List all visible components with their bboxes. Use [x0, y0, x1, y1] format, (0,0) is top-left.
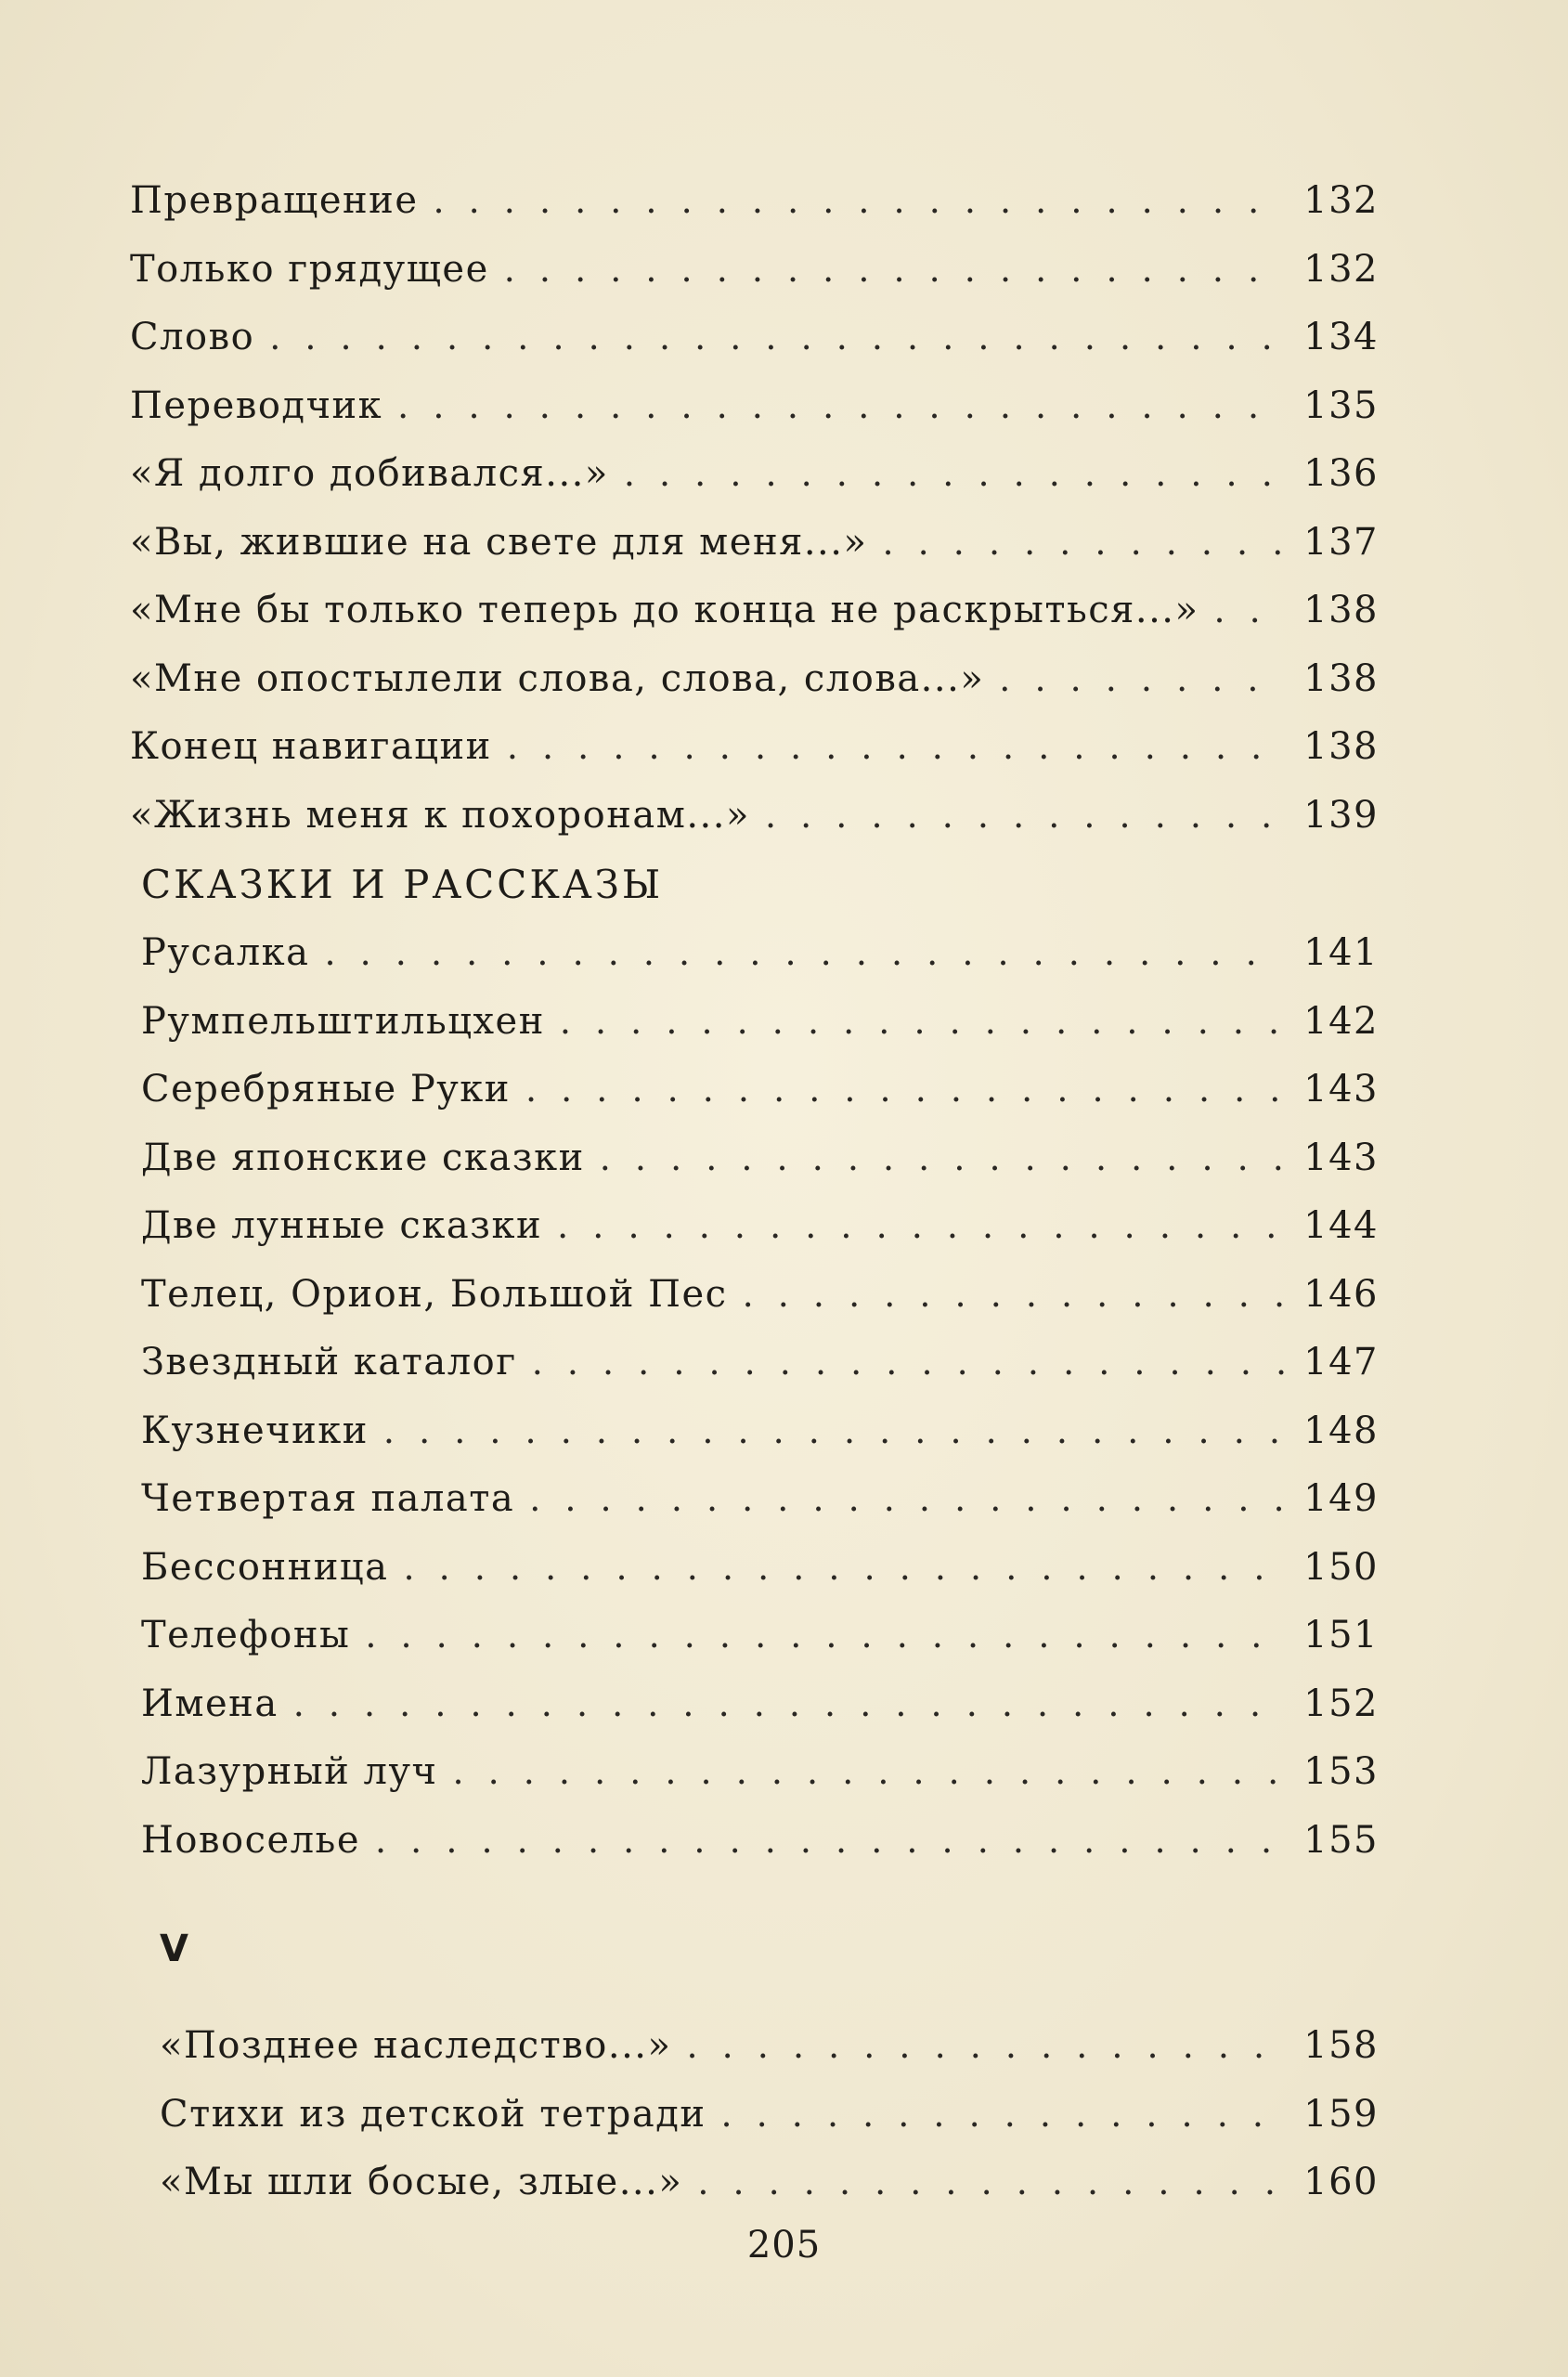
dot-leader — [765, 782, 1284, 851]
toc-entry — [130, 440, 1379, 509]
entry-page: 148 — [1303, 1409, 1379, 1452]
entry-page: 135 — [1303, 383, 1379, 427]
entry-title: Серебряные Руки — [141, 1068, 511, 1111]
dot-leader — [557, 1192, 1284, 1261]
entry-page: 138 — [1303, 589, 1379, 631]
entry-title: «Позднее наследство...» — [160, 2024, 672, 2067]
entry-page: 160 — [1303, 2161, 1379, 2203]
dot-leader — [324, 919, 1284, 988]
entry-title: Телефоны — [141, 1614, 351, 1656]
toc-group-c — [130, 2012, 1379, 2217]
entry-title: Русалка — [141, 931, 310, 974]
entry-title: «Жизнь меня к похоронам...» — [130, 793, 750, 837]
page-number: 205 — [746, 2224, 822, 2267]
entry-title: Четвертая палата — [141, 1477, 515, 1520]
toc-entry — [130, 1192, 1379, 1261]
dot-leader — [624, 440, 1284, 509]
entry-title: Только грядущее — [130, 247, 489, 291]
dot-leader — [999, 645, 1284, 714]
dot-leader — [600, 1124, 1284, 1193]
toc-group-b — [130, 919, 1379, 1875]
part-numeral: V — [160, 1928, 188, 1970]
dot-leader — [452, 1738, 1284, 1807]
toc-entry — [130, 2012, 1379, 2081]
toc-entry — [130, 782, 1379, 851]
toc-entry — [130, 236, 1379, 305]
dot-leader — [560, 988, 1284, 1057]
toc-entry — [130, 919, 1379, 988]
toc-entry — [130, 1397, 1379, 1466]
entry-title: Лазурный луч — [141, 1750, 438, 1793]
toc-entry — [130, 645, 1379, 714]
entry-page: 153 — [1303, 1750, 1379, 1793]
entry-page: 136 — [1303, 452, 1379, 495]
entry-title: Слово — [130, 316, 255, 358]
toc-entry — [130, 1329, 1379, 1397]
entry-page: 138 — [1303, 725, 1379, 768]
entry-title: «Мне опостылели слова, слова, слова...» — [130, 656, 985, 700]
toc-entry — [130, 372, 1379, 441]
entry-page: 159 — [1303, 2092, 1379, 2136]
entry-page: 144 — [1303, 1204, 1379, 1247]
dot-leader — [529, 1465, 1284, 1534]
dot-leader — [433, 167, 1284, 236]
entry-title: Имена — [141, 1682, 279, 1725]
entry-title: Телец, Орион, Большой Пес — [141, 1272, 728, 1316]
entry-page: 146 — [1303, 1272, 1379, 1316]
section-heading: СКАЗКИ И РАССКАЗЫ — [141, 862, 664, 907]
entry-page: 138 — [1303, 656, 1379, 700]
dot-leader — [404, 1534, 1284, 1603]
entry-title: Румпельштильцхен — [141, 999, 545, 1043]
entry-title: «Мне бы только теперь до конца не раскрыться...» — [130, 589, 1199, 631]
toc-group-a — [130, 167, 1379, 850]
dot-leader — [743, 1261, 1284, 1330]
dot-leader — [882, 509, 1284, 578]
entry-page: 150 — [1303, 1545, 1379, 1589]
dot-leader — [375, 1807, 1284, 1876]
entry-page: 143 — [1303, 1068, 1379, 1111]
entry-page: 132 — [1303, 247, 1379, 291]
toc-entry — [130, 167, 1379, 236]
toc-entry — [130, 1738, 1379, 1807]
toc-entry — [130, 1465, 1379, 1534]
dot-leader — [507, 713, 1284, 782]
toc-entry — [130, 1056, 1379, 1124]
toc-entry — [130, 509, 1379, 578]
entry-title: Бессонница — [141, 1545, 389, 1589]
dot-leader — [697, 2149, 1284, 2217]
toc-entry — [130, 988, 1379, 1057]
entry-title: Стихи из детской тетради — [160, 2092, 706, 2136]
toc-entry — [130, 1602, 1379, 1670]
entry-page: 158 — [1303, 2024, 1379, 2067]
entry-page: 143 — [1303, 1136, 1379, 1179]
entry-page: 142 — [1303, 999, 1379, 1043]
entry-page: 152 — [1303, 1682, 1379, 1725]
entry-title: «Вы, жившие на свете для меня...» — [130, 520, 868, 564]
entry-page: 132 — [1303, 179, 1379, 222]
entry-title: Переводчик — [130, 383, 383, 427]
toc-entry — [130, 2081, 1379, 2150]
entry-page: 137 — [1303, 520, 1379, 564]
entry-title: «Я долго добивался...» — [130, 452, 609, 495]
dot-leader — [686, 2012, 1284, 2081]
dot-leader — [383, 1397, 1284, 1466]
entry-title: Конец навигации — [130, 725, 492, 768]
dot-leader — [269, 304, 1284, 372]
entry-page: 147 — [1303, 1341, 1379, 1383]
toc-entry — [130, 1534, 1379, 1603]
entry-title: Две лунные сказки — [141, 1204, 543, 1247]
dot-leader — [397, 372, 1284, 441]
entry-page: 141 — [1303, 931, 1379, 974]
entry-title: Превращение — [130, 179, 419, 222]
table-of-contents — [130, 167, 1379, 2217]
toc-entry — [130, 577, 1379, 645]
entry-page: 155 — [1303, 1818, 1379, 1862]
dot-leader — [1214, 577, 1285, 645]
toc-entry — [130, 1807, 1379, 1876]
entry-title: Звездный каталог — [141, 1341, 517, 1383]
dot-leader — [365, 1602, 1284, 1670]
toc-entry — [130, 1124, 1379, 1193]
dot-leader — [532, 1329, 1284, 1397]
entry-title: Кузнечики — [141, 1409, 369, 1452]
entry-page: 151 — [1303, 1614, 1379, 1656]
entry-title: Две японские сказки — [141, 1136, 585, 1179]
dot-leader — [293, 1670, 1284, 1739]
entry-title: «Мы шли босые, злые...» — [160, 2161, 683, 2203]
toc-entry — [130, 1261, 1379, 1330]
dot-leader — [504, 236, 1284, 305]
entry-page: 149 — [1303, 1477, 1379, 1520]
toc-entry — [130, 2149, 1379, 2217]
toc-entry — [130, 713, 1379, 782]
entry-page: 139 — [1303, 793, 1379, 837]
toc-entry — [130, 1670, 1379, 1739]
toc-entry — [130, 304, 1379, 372]
entry-title: Новоселье — [141, 1818, 360, 1862]
dot-leader — [525, 1056, 1284, 1124]
entry-page: 134 — [1303, 316, 1379, 358]
dot-leader — [720, 2081, 1284, 2150]
